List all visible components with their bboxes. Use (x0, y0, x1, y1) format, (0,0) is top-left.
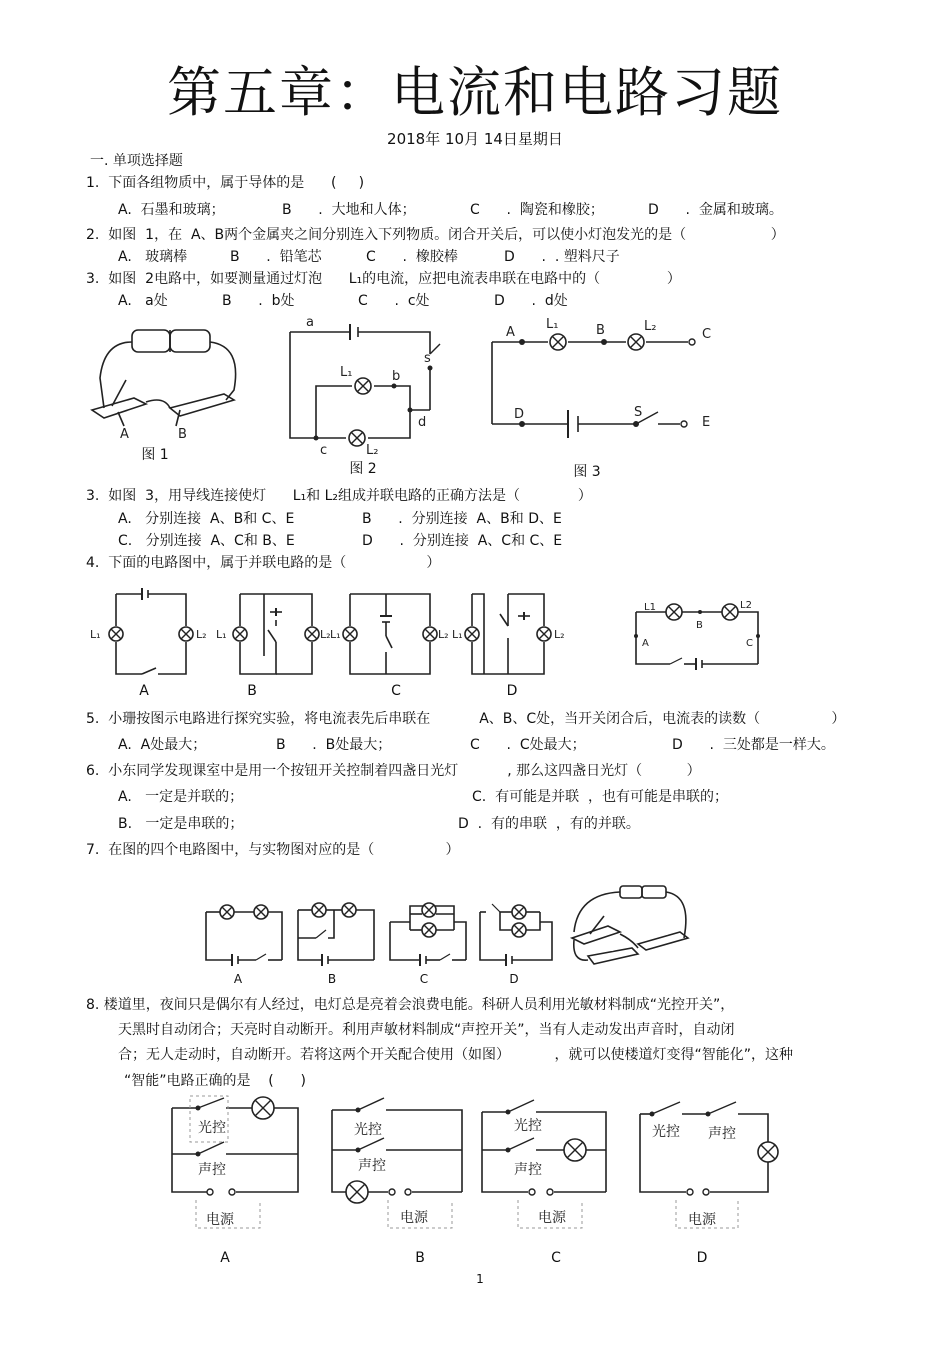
q8-d-power-label: 电源 (688, 1212, 716, 1228)
q4-label-b: B (247, 683, 257, 699)
figure-2-point-a: a (306, 315, 314, 330)
q1-option-a: A. 石墨和玻璃； (118, 202, 225, 218)
q8-line-2: 天黑时自动闭合；天亮时自动断开。利用声敏材料制成“声控开关”，当有人走动发出声音时，自动闭 (118, 1022, 735, 1038)
q7-label-a: A (233, 972, 243, 986)
q8-a-power-label: 电源 (206, 1212, 234, 1228)
figure-3-caption: 图 3 (573, 464, 601, 480)
figure-3-point-b: B (596, 323, 605, 338)
q8-line-4: “智能”电路正确的是 ( ) (124, 1073, 306, 1089)
q5-stem: 5. 小珊按图示电路进行探究实验，将电流表先后串联在 A、B、C处，当开关闭合后，电流表的读数（ ） (86, 711, 846, 727)
date-line: 2018年 10月 14日星期日 (387, 130, 563, 148)
q4-circuit-c (330, 586, 449, 686)
q4-stem: 4. 下面的电路图中，属于并联电路的是（ ） (86, 555, 441, 571)
q1-option-d: D . 金属和玻璃。 (648, 202, 783, 218)
q3a-stem: 3. 如图 2电路中，如要测量通过灯泡 L₁的电流，应把电流表串联在电路中的（ ） (86, 271, 681, 287)
q4-b-l2: L₂ (320, 628, 331, 641)
q4-d-l2: L₂ (554, 628, 565, 641)
q6-option-c: C. 有可能是并联 ，也有可能是串联的； (472, 789, 729, 805)
figure-2-label-l1: L₁ (340, 365, 353, 380)
q5-series-circuit (630, 596, 770, 676)
q1-option-c: C . 陶瓷和橡胶； (470, 202, 604, 218)
q4-a-l2: L₂ (196, 628, 207, 641)
q4-circuit-d (448, 586, 568, 686)
figure-3-label-l2: L₂ (644, 319, 657, 334)
figure-1-drawing (84, 318, 254, 443)
q3a-option-a: A. a处 (118, 293, 168, 309)
q4-label-a: A (139, 683, 149, 699)
page-title: 第五章：电流和电路习题 (167, 61, 783, 124)
q8-b-power-label: 电源 (400, 1210, 428, 1226)
figure-3-switch-s: S (634, 405, 643, 420)
q7-label-b: B (327, 972, 337, 986)
q4-label-d: D (506, 683, 518, 699)
figure-2-label-l2: L₂ (366, 443, 379, 458)
q8-line-1: 8. 楼道里，夜间只是偶尔有人经过，电灯总是亮着会浪费电能。科研人员利用光敏材料制成“光控开关”， (86, 997, 735, 1013)
q8-circuit-b (328, 1094, 468, 1234)
figure-2-point-c: c (320, 443, 328, 458)
q6-option-b: B. 一定是串联的； (118, 816, 244, 832)
q8-a-sound-label: 声控 (198, 1162, 226, 1178)
q8-label-a: A (220, 1250, 230, 1266)
q8-label-c: C (551, 1250, 561, 1266)
q5-option-c: C . C处最大； (470, 737, 586, 753)
q1-stem: 1. 下面各组物质中，属于导体的是 ( ) (86, 175, 365, 191)
q3b-option-c: C. 分别连接 A、C和 B、E (118, 533, 295, 549)
q1-option-b: B . 大地和人体； (282, 202, 416, 218)
q8-circuit-c (478, 1094, 618, 1234)
side-l1: L1 (644, 602, 656, 613)
q4-circuit-a (86, 586, 207, 686)
q8-circuit-a (168, 1094, 308, 1234)
side-point-c: C (746, 638, 753, 649)
figure-3-drawing (486, 312, 726, 452)
figure-1-label-a: A (120, 427, 129, 442)
q7-label-c: C (419, 972, 429, 986)
q4-c-l2: L₂ (438, 628, 449, 641)
figure-3-point-a: A (506, 325, 515, 340)
q2-option-b: B . 铅笔芯 (230, 249, 322, 265)
section-heading: 一. 单项选择题 (90, 153, 183, 169)
figure-1-caption: 图 1 (141, 447, 169, 463)
figure-2-switch-s: s (424, 351, 431, 366)
q8-a-light-label: 光控 (198, 1120, 226, 1136)
q8-line-3: 合；无人走动时，自动断开。若将这两个开关配合使用（如图） ，就可以使楼道灯变得“智能化”，这种 (118, 1047, 794, 1063)
q6-option-d: D . 有的串联 ，有的并联。 (458, 816, 640, 832)
q6-option-a: A. 一定是并联的； (118, 789, 244, 805)
q8-label-d: D (696, 1250, 708, 1266)
side-point-b: B (696, 620, 703, 631)
q4-b-l1: L₁ (216, 628, 227, 641)
figure-3-point-d: D (514, 407, 525, 422)
figure-3-label-l1: L₁ (546, 317, 559, 332)
q8-c-power-label: 电源 (538, 1210, 566, 1226)
q5-option-b: B . B处最大； (276, 737, 392, 753)
q7-circuit-c (384, 898, 474, 968)
side-l2: L2 (740, 600, 752, 611)
q3b-option-a: A. 分别连接 A、B和 C、E (118, 511, 295, 527)
figure-2-caption: 图 2 (349, 461, 377, 477)
q4-circuit-b (212, 586, 331, 686)
figure-2-drawing (280, 314, 450, 458)
q3a-option-b: B . b处 (222, 293, 295, 309)
q8-b-light-label: 光控 (354, 1122, 382, 1138)
q8-b-sound-label: 声控 (358, 1158, 386, 1174)
q8-d-light-label: 光控 (652, 1124, 680, 1140)
figure-2-point-b: b (392, 369, 401, 384)
q2-option-c: C . 橡胶棒 (366, 249, 458, 265)
figure-1-label-b: B (178, 427, 187, 442)
page-number: 1 (476, 1272, 484, 1286)
q4-label-c: C (391, 683, 401, 699)
q8-c-sound-label: 声控 (514, 1162, 542, 1178)
q8-label-b: B (415, 1250, 425, 1266)
q2-option-a: A. 玻璃棒 (118, 249, 188, 265)
q8-circuit-d (636, 1094, 776, 1234)
figure-3-point-c: C (702, 327, 712, 342)
q4-d-l1: L₁ (452, 628, 463, 641)
q2-stem: 2. 如图 1，在 A、B两个金属夹之间分别连入下列物质。闭合开关后，可以使小灯泡发光的是（ ） (86, 227, 785, 243)
q5-option-a: A. A处最大； (118, 737, 207, 753)
q3a-option-c: C . c处 (358, 293, 430, 309)
q2-option-d: D . . 塑料尺子 (504, 249, 620, 265)
q3b-stem: 3. 如图 3，用导线连接使灯 L₁和 L₂组成并联电路的正确方法是（ ） (86, 488, 592, 504)
q3a-option-d: D . d处 (494, 293, 568, 309)
q4-a-l1: L₁ (90, 628, 101, 641)
q7-physical-circuit (568, 882, 692, 976)
side-point-a: A (642, 638, 649, 649)
figure-2-point-d: d (418, 415, 427, 430)
q3b-option-d: D . 分别连接 A、C和 C、E (362, 533, 563, 549)
q8-d-sound-label: 声控 (708, 1126, 736, 1142)
q7-circuit-a (200, 898, 290, 968)
q3b-option-b: B . 分别连接 A、B和 D、E (362, 511, 562, 527)
q8-c-light-label: 光控 (514, 1118, 542, 1134)
q6-stem: 6. 小东同学发现课室中是用一个按钮开关控制着四盏日光灯 , 那么这四盏日光灯（ ） (86, 763, 701, 779)
q7-circuit-b (292, 898, 382, 968)
q4-c-l1: L₁ (330, 628, 341, 641)
figure-3-point-e: E (702, 415, 711, 430)
q7-circuit-d (476, 898, 566, 968)
q7-label-d: D (509, 972, 519, 986)
q5-option-d: D . 三处都是一样大。 (672, 737, 835, 753)
q7-stem: 7. 在图的四个电路图中，与实物图对应的是（ ） (86, 842, 460, 858)
